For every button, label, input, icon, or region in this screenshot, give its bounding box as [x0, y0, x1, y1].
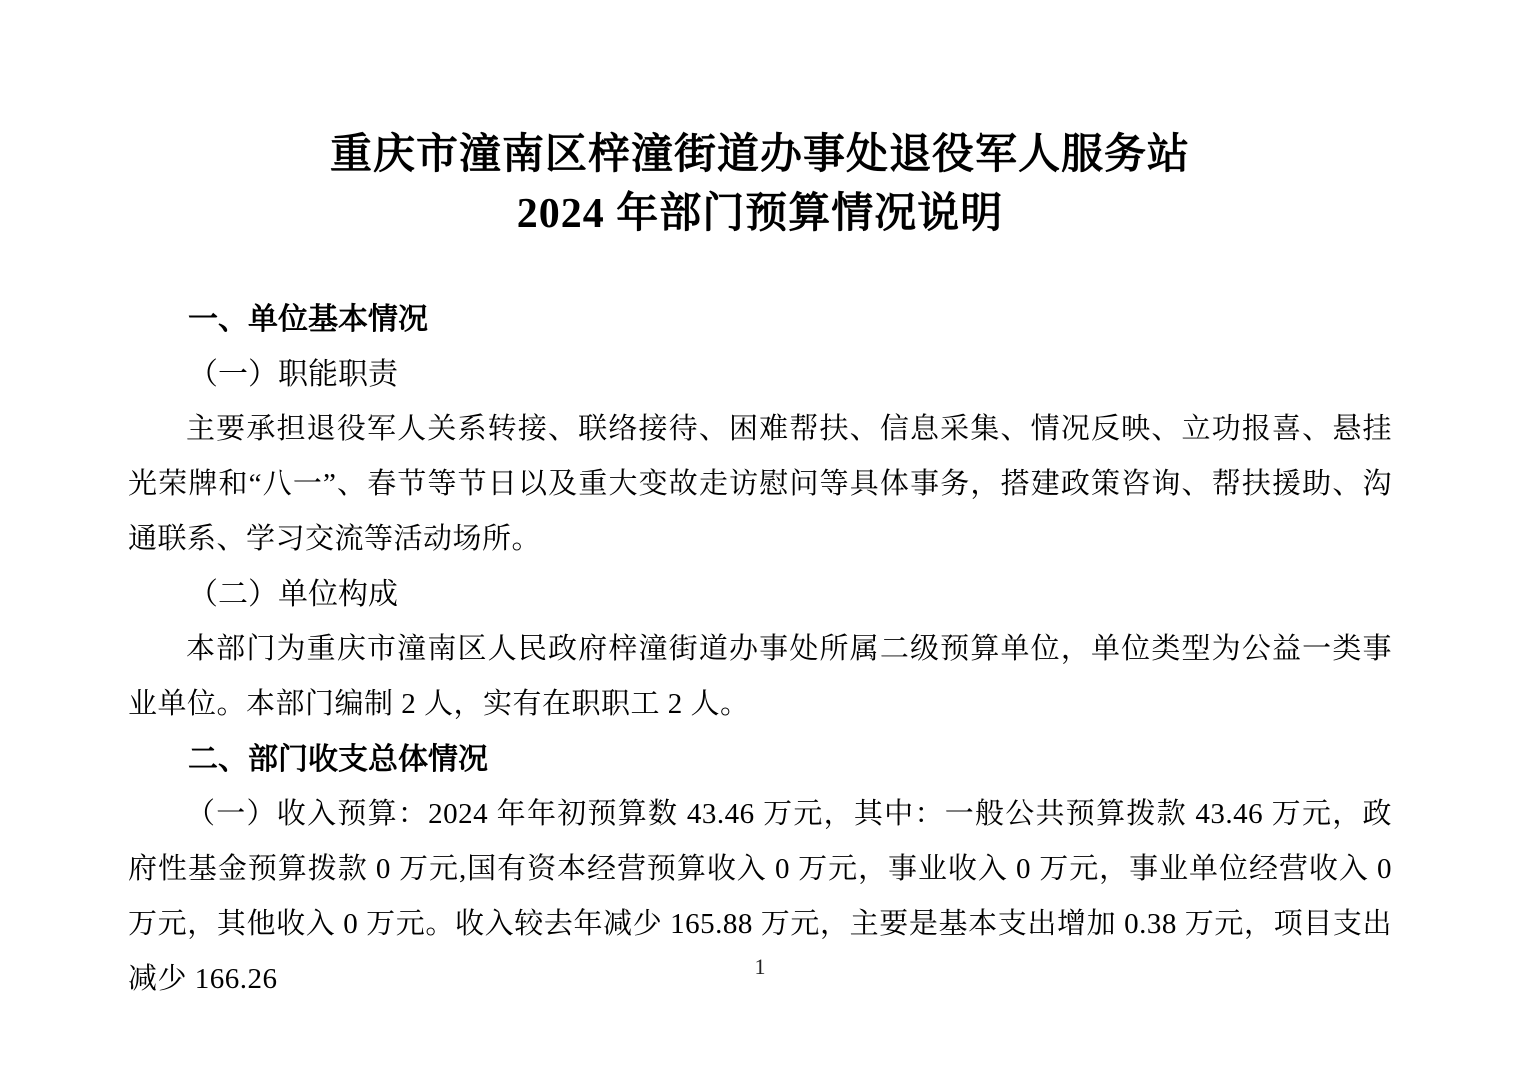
subsection-heading-unit-composition: （二）单位构成 [188, 578, 398, 611]
document-title-line-2: 2024 年部门预算情况说明 [516, 191, 1004, 237]
section-heading-budget-overview: 二、部门收支总体情况 [188, 743, 488, 776]
subsection-heading-duties: （一）职能职责 [188, 358, 398, 391]
document-body [128, 292, 1392, 1007]
document-title [0, 0, 1520, 244]
page-number: 1 [754, 954, 766, 979]
document-title-line-1: 重庆市潼南区梓潼街道办事处退役军人服务站 [329, 132, 1190, 178]
paragraph-duties: 主要承担退役军人关系转接、联络接待、困难帮扶、信息采集、情况反映、立功报喜、悬挂光荣牌和“八一”、春节等节日以及重大变故走访慰问等具体事务，搭建政策咨询、帮扶援助、沟通联系、学习交流等活动场所。 [128, 413, 1392, 555]
paragraph-unit-composition: 本部门为重庆市潼南区人民政府梓潼街道办事处所属二级预算单位，单位类型为公益一类事业单位。本部门编制 2 人，实有在职职工 2 人。 [128, 633, 1392, 720]
section-heading-unit-overview: 一、单位基本情况 [188, 303, 428, 336]
paragraph-income-budget: （一）收入预算：2024 年年初预算数 43.46 万元，其中：一般公共预算拨款 43.46 万元，政府性基金预算拨款 0 万元,国有资本经营预算收入 0 万元，事业收入 0 万元，事业单位经营收入 0 万元，其他收入 0 万元。收入较去年减少 165.88 万元，主要是基本支出增加 0.38 万元，项目支出减少 166.26 [128, 798, 1392, 995]
